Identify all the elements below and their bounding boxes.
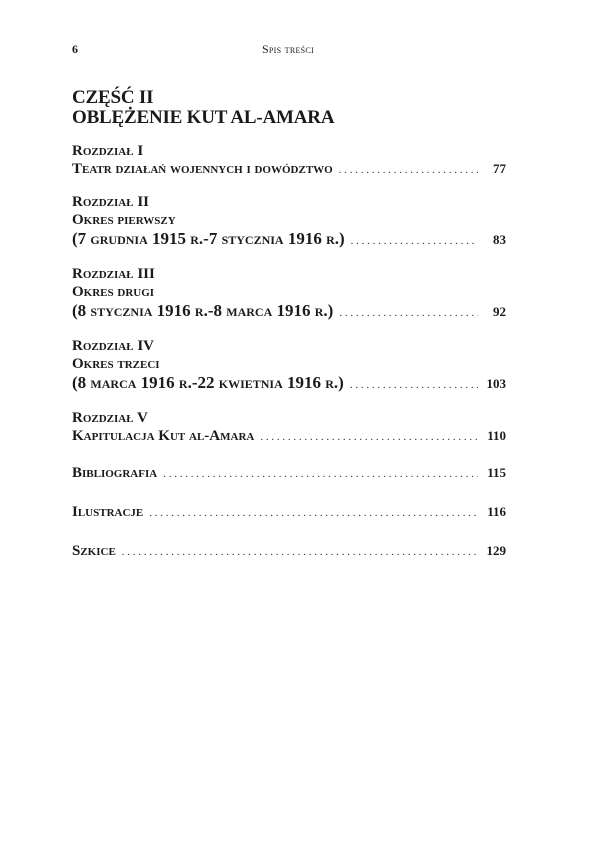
- dot-leader: [351, 231, 478, 251]
- chapter-label: Rozdział I: [72, 143, 144, 159]
- toc-entry-bibliography[interactable]: [72, 464, 506, 483]
- chapter-label: Rozdział IV: [72, 338, 154, 354]
- part-title: [72, 88, 334, 128]
- part-number: CZĘŚĆ II: [72, 87, 154, 108]
- running-head: [72, 42, 504, 58]
- chapter-dates: (8 marca 1916 r.-22 kwietnia 1916 r.): [72, 373, 344, 392]
- toc-line: [72, 160, 506, 179]
- chapter-title: Okres drugi: [72, 284, 155, 300]
- toc-line: [72, 503, 506, 522]
- page-ref: 129: [486, 543, 506, 558]
- toc-entry-sketches[interactable]: [72, 542, 506, 561]
- toc-entry-illustrations[interactable]: [72, 503, 506, 522]
- dot-leader: [339, 303, 478, 323]
- page-ref: 110: [487, 428, 506, 443]
- toc-line: [72, 373, 506, 395]
- section-title: Ilustracje: [72, 504, 144, 520]
- toc-entry-chapter-5[interactable]: [72, 409, 506, 446]
- section-title: Szkice: [72, 543, 116, 559]
- toc-line: [72, 464, 506, 483]
- dot-leader: [163, 465, 478, 483]
- chapter-dates: (8 stycznia 1916 r.-8 marca 1916 r.): [72, 301, 334, 320]
- dot-leader: [350, 375, 478, 395]
- page-number: 6: [72, 42, 78, 56]
- chapter-label: Rozdział III: [72, 266, 155, 282]
- table-of-contents: [72, 142, 506, 581]
- running-title: Spis treści: [261, 42, 315, 56]
- chapter-title: Teatr działań wojennych i dowództwo: [72, 161, 333, 177]
- dot-leader: [122, 543, 478, 561]
- chapter-title: Okres trzeci: [72, 356, 160, 372]
- page-ref: 115: [487, 465, 506, 480]
- chapter-title: Okres pierwszy: [72, 212, 176, 228]
- dot-leader: [339, 161, 478, 179]
- section-title: Bibliografia: [72, 465, 158, 481]
- toc-line: [72, 542, 506, 561]
- part-name: OBLĘŻENIE KUT AL-AMARA: [72, 107, 335, 128]
- toc-entry-chapter-1[interactable]: [72, 142, 506, 179]
- chapter-title: Kapitulacja Kut al-Amara: [72, 428, 255, 444]
- toc-line: [72, 229, 506, 251]
- page-ref: 83: [493, 232, 506, 247]
- chapter-dates: (7 grudnia 1915 r.-7 stycznia 1916 r.): [72, 229, 345, 248]
- dot-leader: [149, 504, 478, 522]
- toc-line: [72, 427, 506, 446]
- toc-entry-chapter-3[interactable]: [72, 265, 506, 323]
- page-ref: 92: [493, 304, 506, 319]
- page-ref: 103: [486, 376, 506, 391]
- toc-line: [72, 301, 506, 323]
- dot-leader: [260, 428, 478, 446]
- page-ref: 77: [493, 161, 506, 176]
- chapter-label: Rozdział II: [72, 194, 149, 210]
- chapter-label: Rozdział V: [72, 410, 148, 426]
- toc-entry-chapter-2[interactable]: [72, 193, 506, 251]
- page-ref: 116: [487, 504, 506, 519]
- toc-entry-chapter-4[interactable]: [72, 337, 506, 395]
